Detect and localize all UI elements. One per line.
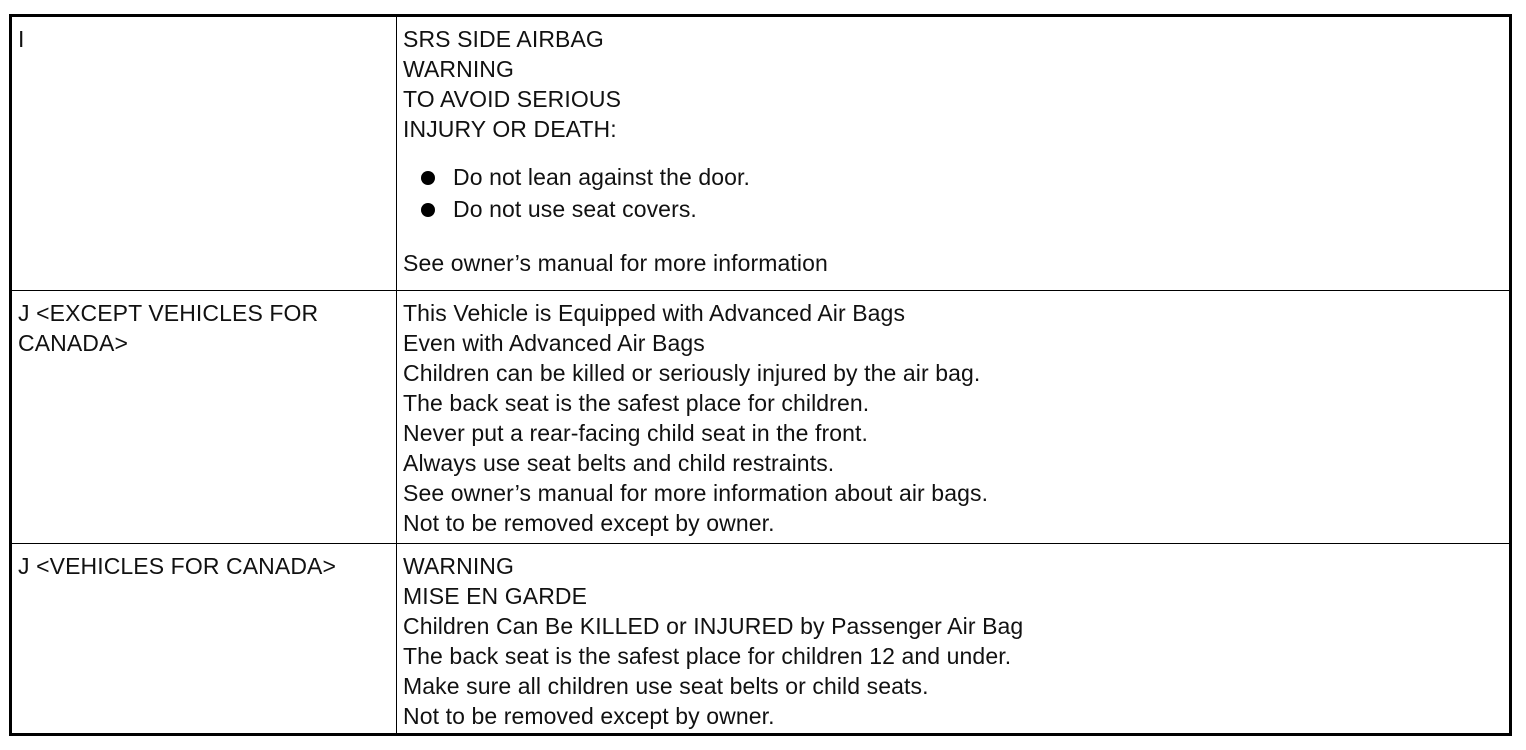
- content-line: WARNING: [403, 56, 515, 82]
- content-line: Always use seat belts and child restraints.: [403, 450, 835, 476]
- row-label-i: [12, 17, 397, 291]
- content-line: Make sure all children use seat belts or child seats.: [403, 673, 929, 699]
- content-line: MISE EN GARDE: [403, 583, 588, 609]
- content-line: INJURY OR DEATH:: [403, 116, 617, 142]
- content-line: The back seat is the safest place for children.: [403, 390, 870, 416]
- row-content-j-except-canada: [397, 291, 1509, 544]
- content-line: This Vehicle is Equipped with Advanced Air Bags: [403, 300, 906, 326]
- content-line: Never put a rear-facing child seat in the front.: [403, 420, 869, 446]
- bullet-text: Do not use seat covers.: [453, 196, 697, 222]
- bullet-dot-icon: [421, 203, 435, 217]
- row-label-text: J <EXCEPT VEHICLES FOR CANADA>: [18, 300, 319, 356]
- content-line: Not to be removed except by owner.: [403, 510, 775, 536]
- row-label-text: I: [18, 26, 25, 52]
- content-line: WARNING: [403, 553, 515, 579]
- content-line: See owner’s manual for more information about air bags.: [403, 480, 989, 506]
- content-line: Even with Advanced Air Bags: [403, 330, 705, 356]
- row-label-j-except-canada: [12, 291, 397, 544]
- content-line: Children can be killed or seriously injured by the air bag.: [403, 360, 981, 386]
- label-table: [9, 14, 1512, 736]
- content-line: The back seat is the safest place for children 12 and under.: [403, 643, 1012, 669]
- row-label-j-canada: [12, 544, 397, 733]
- bullet-text: Do not lean against the door.: [453, 164, 751, 190]
- bullet-dot-icon: [421, 171, 435, 185]
- bullet-item: [403, 161, 1503, 193]
- footer-note: See owner’s manual for more information: [403, 250, 828, 276]
- bullet-item: [403, 193, 1503, 225]
- content-line: SRS SIDE AIRBAG: [403, 26, 604, 52]
- content-line: Not to be removed except by owner.: [403, 703, 775, 729]
- content-line: Children Can Be KILLED or INJURED by Passenger Air Bag: [403, 613, 1024, 639]
- bullet-list: [403, 161, 1503, 225]
- row-content-i: [397, 17, 1509, 291]
- row-label-text: J <VEHICLES FOR CANADA>: [18, 553, 336, 579]
- row-content-j-canada: [397, 544, 1509, 733]
- content-line: TO AVOID SERIOUS: [403, 86, 622, 112]
